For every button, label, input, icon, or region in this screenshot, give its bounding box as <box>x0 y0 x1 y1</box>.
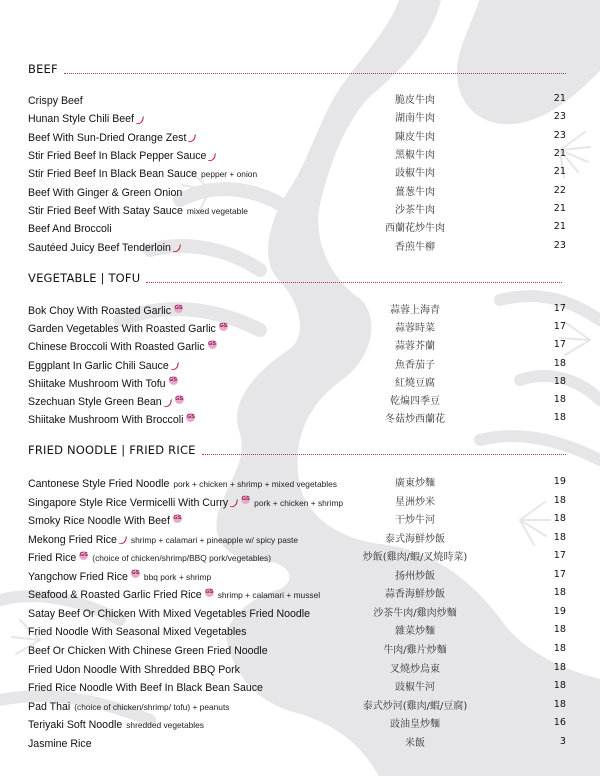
item-chinese-name: 黑椒牛肉 <box>395 150 435 162</box>
item-name: Chinese Broccoli With Roasted Garlic <box>28 341 205 354</box>
menu-item-row <box>28 605 566 623</box>
menu-item-english <box>28 679 263 697</box>
section-title: VEGETABLE | TOFU <box>28 271 141 285</box>
chili-pepper-icon <box>118 533 127 542</box>
menu-item-english <box>28 320 228 338</box>
item-price: 21 <box>553 203 566 215</box>
menu-item-english <box>28 642 268 660</box>
section-header-beef <box>28 62 566 76</box>
menu-item-row <box>28 165 566 183</box>
dotted-leader <box>146 282 562 283</box>
menu-item-english <box>28 623 246 641</box>
menu-item-english <box>28 735 92 753</box>
chili-pepper-icon <box>207 150 216 159</box>
gluten-sensitive-badge-icon: GS <box>205 588 214 595</box>
menu-item-english <box>28 110 144 128</box>
gluten-sensitive-badge-icon: GS <box>79 551 88 558</box>
menu-item-row <box>28 393 566 411</box>
menu-item-english <box>28 568 211 586</box>
menu-item-english <box>28 716 204 734</box>
menu-item-english <box>28 531 298 549</box>
menu-item-english <box>28 147 216 165</box>
item-chinese-name: 干炒牛河 <box>395 515 435 527</box>
item-name: Stir Fried Beef In Black Bean Sauce <box>28 168 197 181</box>
chili-pepper-icon <box>135 113 144 122</box>
item-name: Teriyaki Soft Noodle <box>28 719 123 732</box>
item-price: 18 <box>553 698 566 710</box>
item-name: Pad Thai <box>28 700 71 713</box>
item-price: 18 <box>553 587 566 599</box>
item-chinese-name: 泰式炒河(雞肉/蝦/豆腐) <box>362 700 468 712</box>
item-price: 17 <box>553 303 566 314</box>
item-price: 18 <box>553 357 566 369</box>
item-price: 21 <box>553 93 566 104</box>
item-chinese-name: 炒飯(雞肉/蝦/叉燒時菜) <box>362 552 468 564</box>
item-price: 23 <box>553 111 566 123</box>
item-name: Satay Beef Or Chicken With Mixed Vegetables Fried Noodle <box>28 607 311 620</box>
menu-item-row <box>28 661 566 679</box>
menu-item-row <box>28 202 566 220</box>
item-price: 21 <box>553 221 566 233</box>
chili-pepper-icon <box>172 241 181 250</box>
menu-item-english <box>28 220 112 238</box>
menu-item-row <box>28 320 566 338</box>
item-name: Crispy Beef <box>28 95 83 107</box>
item-price: 22 <box>553 184 566 196</box>
item-chinese-name: 脆皮牛肉 <box>395 95 435 106</box>
item-name: Stir Fried Beef With Satay Sauce <box>28 205 183 218</box>
item-price: 17 <box>553 339 566 351</box>
item-price: 18 <box>553 375 566 387</box>
item-chinese-name: 薑葱牛肉 <box>395 186 435 198</box>
menu-item-row <box>28 475 566 493</box>
item-name: Singapore Style Rice Vermicelli With Curry <box>28 496 229 509</box>
chili-pepper-icon <box>229 496 238 505</box>
menu-item-row <box>28 129 566 147</box>
item-price: 18 <box>553 661 566 673</box>
item-name: Fried Udon Noodle With Shredded BBQ Pork <box>28 663 240 676</box>
item-chinese-name: 豉椒牛河 <box>395 682 435 694</box>
gluten-sensitive-badge-icon: GS <box>174 304 183 311</box>
item-chinese-name: 蒜香海鮮炒飯 <box>385 589 445 601</box>
item-chinese-name: 廣東炒麵 <box>395 478 435 489</box>
dotted-leader <box>202 454 566 455</box>
menu-item-row <box>28 302 566 320</box>
menu-item-english <box>28 549 271 567</box>
item-name: Szechuan Style Green Bean <box>28 396 162 408</box>
item-chinese-name: 沙茶牛肉/雞肉炒麵 <box>373 607 457 619</box>
item-name: Beef Or Chicken With Chinese Green Fried Noodle <box>28 644 268 657</box>
item-price: 18 <box>553 531 566 543</box>
item-chinese-name: 冬菇炒西蘭花 <box>385 414 445 426</box>
menu-item-row <box>28 716 566 734</box>
menu-item-row <box>28 357 566 375</box>
item-price: 21 <box>553 148 566 160</box>
menu-item-english <box>28 357 179 375</box>
menu-item-row <box>28 92 566 110</box>
item-name: Jasmine Rice <box>28 737 92 750</box>
item-price: 19 <box>553 476 566 487</box>
item-price: 18 <box>553 513 566 525</box>
item-note: shrimp + calamari + pineapple w/ spicy paste <box>130 534 299 545</box>
section-title: FRIED NOODLE | FRIED RICE <box>28 443 196 457</box>
gluten-sensitive-badge-icon: GS <box>169 377 178 384</box>
item-price: 17 <box>553 568 566 580</box>
menu-item-row <box>28 698 566 716</box>
item-name: Fried Noodle With Seasonal Mixed Vegetables <box>28 626 247 639</box>
menu-item-row <box>28 568 566 586</box>
menu-item-row <box>28 642 566 660</box>
item-name: Smoky Rice Noodle With Beef <box>28 515 170 528</box>
item-price: 18 <box>553 494 566 506</box>
menu-item-row <box>28 512 566 530</box>
item-chinese-name: 星洲炒米 <box>395 496 435 508</box>
menu-item-row <box>28 679 566 697</box>
item-chinese-name: 湖南牛肉 <box>395 113 435 125</box>
menu-item-english <box>28 338 217 356</box>
item-price: 21 <box>553 166 566 178</box>
gluten-sensitive-badge-icon: GS <box>241 496 250 503</box>
gluten-sensitive-badge-icon: GS <box>219 322 228 329</box>
menu-item-english <box>28 586 320 604</box>
item-price: 3 <box>559 735 566 747</box>
menu-item-english <box>28 605 310 623</box>
item-note: mixed vegetable <box>186 206 248 217</box>
menu-item-row <box>28 411 566 429</box>
menu-item-english <box>28 239 181 257</box>
menu-item-english <box>28 661 240 679</box>
menu-item-english <box>28 302 183 320</box>
item-price: 16 <box>553 717 566 729</box>
item-chinese-name: 西蘭花炒牛肉 <box>385 223 445 235</box>
section-header-fried-noodle-rice <box>28 443 566 457</box>
menu-item-row <box>28 184 566 202</box>
menu-item-row <box>28 338 566 356</box>
item-price: 18 <box>553 624 566 636</box>
item-price: 18 <box>553 394 566 405</box>
item-chinese-name: 陳皮牛肉 <box>395 131 435 143</box>
item-chinese-name: 紅燒豆腐 <box>395 377 435 389</box>
item-price: 18 <box>553 412 566 424</box>
item-price: 19 <box>553 605 566 617</box>
gluten-sensitive-badge-icon: GS <box>175 395 184 402</box>
item-note: bbq pork + shrimp <box>143 571 212 582</box>
item-name: Beef With Ginger & Green Onion <box>28 186 183 199</box>
item-name: Stir Fried Beef In Black Pepper Sauce <box>28 150 207 163</box>
item-chinese-name: 香煎牛柳 <box>395 241 435 253</box>
menu-item-row <box>28 549 566 567</box>
menu-item-row <box>28 375 566 393</box>
item-name: Shiitake Mushroom With Tofu <box>28 377 166 390</box>
item-note: pork + chicken + shrimp + mixed vegetables <box>173 479 337 489</box>
item-price: 23 <box>553 129 566 141</box>
item-chinese-name: 蒜蓉芥蘭 <box>395 341 435 353</box>
menu-item-english <box>28 92 83 110</box>
item-chinese-name: 蒜蓉時菜 <box>395 323 435 335</box>
item-chinese-name: 牛肉/雞片炒麵 <box>383 644 447 656</box>
item-name: Hunan Style Chili Beef <box>28 113 134 126</box>
item-chinese-name: 泰式海鮮炒飯 <box>385 533 445 545</box>
item-name: Beef And Broccoli <box>28 223 112 236</box>
menu-item-row <box>28 239 566 257</box>
menu-item-row <box>28 586 566 604</box>
item-chinese-name: 米飯 <box>405 737 425 749</box>
item-name: Bok Choy With Roasted Garlic <box>28 305 172 317</box>
chili-pepper-icon <box>163 396 172 405</box>
menu-item-row <box>28 147 566 165</box>
item-price: 17 <box>553 321 566 333</box>
item-name: Mekong Fried Rice <box>28 533 117 546</box>
menu-item-english <box>28 184 182 202</box>
item-note: pepper + onion <box>201 169 258 180</box>
item-chinese-name: 沙茶牛肉 <box>395 205 435 217</box>
item-name: Yangchow Fried Rice <box>28 570 128 583</box>
item-name: Garden Vegetables With Roasted Garlic <box>28 323 216 336</box>
chili-pepper-icon <box>170 359 179 368</box>
item-name: Shiitake Mushroom With Broccoli <box>28 414 184 427</box>
item-price: 17 <box>553 550 566 562</box>
menu-item-english <box>28 698 229 716</box>
item-chinese-name: 魚香茄子 <box>395 359 435 371</box>
item-note: shredded vegetables <box>126 720 204 731</box>
item-note: shrimp + calamari + mussel <box>217 590 321 601</box>
menu-item-english <box>28 375 178 393</box>
item-name: Sautéed Juicy Beef Tenderloin <box>28 241 171 254</box>
item-chinese-name: 雜菜炒麵 <box>395 626 435 638</box>
menu-item-row <box>28 220 566 238</box>
dotted-leader <box>64 73 566 74</box>
menu-item-row <box>28 110 566 128</box>
item-chinese-name: 乾煸四季豆 <box>390 396 440 407</box>
item-note: (choice of chicken/shrimp/BBQ pork/vegetables) <box>92 553 272 564</box>
item-chinese-name: 蒜蓉上海青 <box>390 305 440 316</box>
item-price: 18 <box>553 680 566 692</box>
item-price: 18 <box>553 642 566 654</box>
item-chinese-name: 豉椒牛肉 <box>395 168 435 180</box>
menu-item-english <box>28 494 343 512</box>
menu-item-english <box>28 202 248 220</box>
item-chinese-name: 扬州炒飯 <box>395 570 435 582</box>
gluten-sensitive-badge-icon: GS <box>173 514 182 521</box>
menu-item-english <box>28 512 182 530</box>
item-price: 23 <box>553 239 566 251</box>
menu-item-row <box>28 494 566 512</box>
menu-item-row <box>28 735 566 753</box>
gluten-sensitive-badge-icon: GS <box>131 570 140 577</box>
item-note: pork + chicken + shrimp <box>254 497 344 508</box>
menu-item-english <box>28 129 196 147</box>
item-name: Eggplant In Garlic Chili Sauce <box>28 359 169 372</box>
gluten-sensitive-badge-icon: GS <box>186 413 195 420</box>
item-name: Fried Rice Noodle With Beef In Black Bean Sauce <box>28 682 263 695</box>
item-name: Seafood & Roasted Garlic Fried Rice <box>28 589 202 602</box>
menu-item-row <box>28 623 566 641</box>
menu-item-english <box>28 475 337 493</box>
item-chinese-name: 叉燒炒烏東 <box>390 663 440 675</box>
section-header-vegetable-tofu <box>28 271 562 285</box>
item-chinese-name: 豉油皇炒麵 <box>390 719 440 731</box>
item-name: Fried Rice <box>28 552 77 565</box>
item-name: Beef With Sun-Dried Orange Zest <box>28 131 187 144</box>
item-name: Cantonese Style Fried Noodle <box>28 478 170 490</box>
menu-item-english <box>28 165 257 183</box>
menu-item-row <box>28 531 566 549</box>
menu-item-english <box>28 393 184 411</box>
section-title: BEEF <box>28 62 58 76</box>
menu-item-english <box>28 411 195 429</box>
chili-pepper-icon <box>187 131 196 140</box>
gluten-sensitive-badge-icon: GS <box>208 340 217 347</box>
item-note: (choice of chicken/shrimp/ tofu) + peanuts <box>74 701 230 712</box>
